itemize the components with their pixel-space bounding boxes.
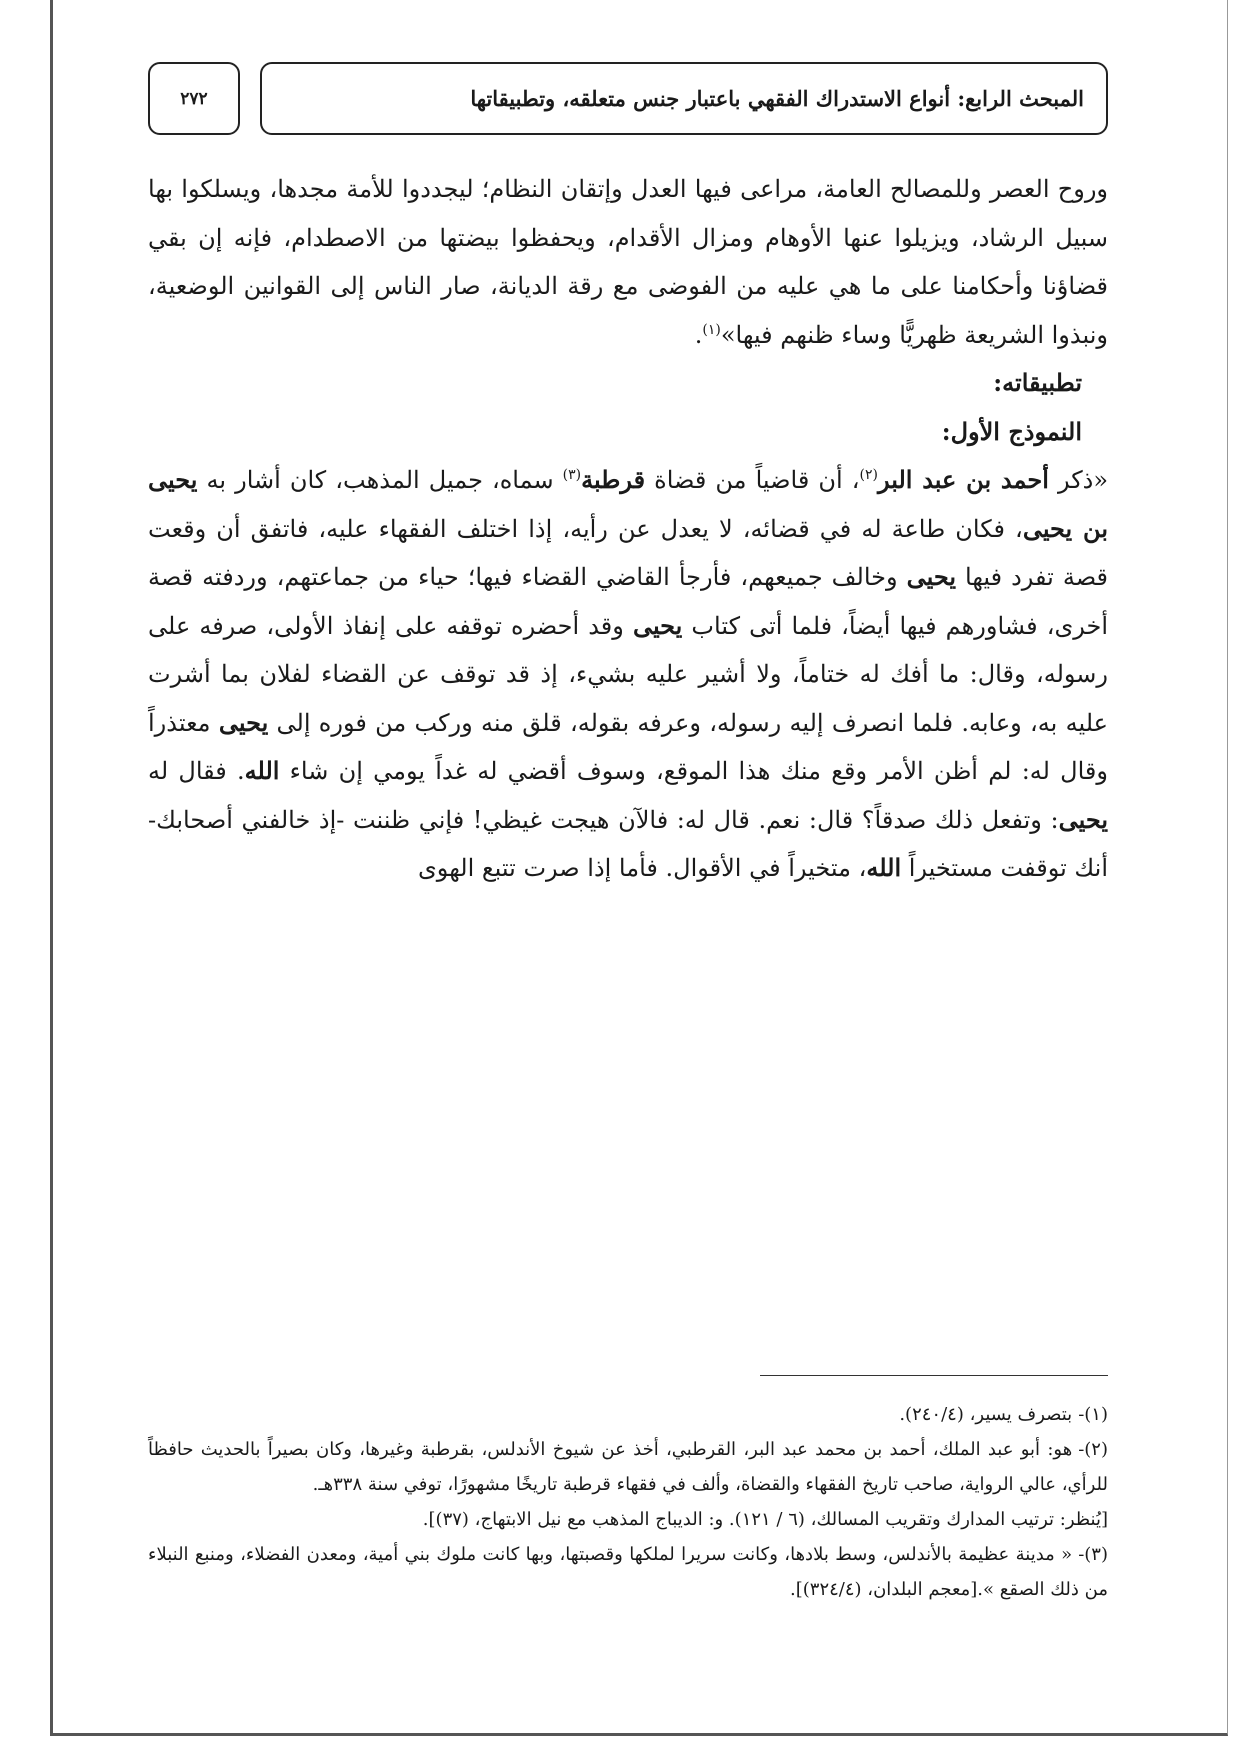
footnote-ref-2[interactable]: (٢) (859, 467, 878, 483)
text-segment: . فقال له (148, 757, 245, 785)
footnote-separator (760, 1375, 1108, 1376)
name-yahya: يحيى (218, 707, 269, 737)
paragraph-2 (148, 456, 1108, 893)
paragraph-1-end: . (694, 320, 703, 349)
footnote-ref-3[interactable]: (٣) (562, 467, 582, 483)
page-number: ٢٧٢ (148, 62, 240, 135)
place-qurtuba: قرطبة (581, 465, 646, 494)
text-segment: «ذكر (1048, 466, 1108, 494)
footnotes (148, 1397, 1108, 1607)
footnote-1 (148, 1397, 1108, 1432)
footnote-number: (٣)- (1078, 1544, 1108, 1565)
name-yahya: يحيى (632, 610, 683, 640)
footnote-2-sources (148, 1502, 1108, 1537)
footnote-ref-1[interactable]: (١) (702, 321, 721, 338)
name-yahya: يحيى (1058, 804, 1108, 834)
name-yahya-ibn-yahya: يحيى بن يحيى (148, 465, 1108, 543)
paragraph-1-text: وروح العصر وللمصالح العامة، مراعى فيها العدل وإتقان النظام؛ ليجددوا للأمة مجدها، ويسلكوا بها سبيل الرشاد، ويزيلوا عنها الأوهام ومزال الأقدام، ويحفظوا بيضتها من الاصطدام، فإنه إن بقي قضاؤنا وأحكامنا على ما هي عليه من الفوضى مع رقة الديانة، صار الناس إلى القوانين الوضعية، ونبذوا الشريعة ظهريًّا وساء ظنهم فيها» (148, 175, 1108, 349)
word-allah: الله (866, 853, 902, 882)
paragraph-1 (148, 165, 1108, 359)
footnote-text: « مدينة عظيمة بالأندلس، وسط بلادها، وكانت سريرا لملكها وقصبتها، وبها كانت ملوك بني أمية، ومعدن الفضلاء، ومنبع النبلاء من ذلك الصقع ».[معجم البلدان، (٣٢٤/٤)]. (148, 1544, 1108, 1600)
text-segment: وخالف جميعهم، فأرجأ القاضي القضاء فيها؛ حياء من جماعتهم، وردفته قصة أخرى، فشاورهم فيها أيضاً، فلما أتى كتاب (148, 563, 1108, 640)
footnote-text: هو: أبو عبد الملك، أحمد بن محمد عبد البر، القرطبي، أخذ عن شيوخ الأندلس، بقرطبة وغيرها، وكان بصيراً بالحديث حافظاً للرأي، عالي الرواية، صاحب تاريخ الفقهاء والقضاة، وألف في فقهاء قرطبة تاريخًا مشهورًا، توفي سنة ٣٣٨هـ. (148, 1439, 1108, 1495)
footnote-3 (148, 1537, 1108, 1607)
text-segment: : وتفعل ذلك صدقاً؟ قال: نعم. قال له: فالآن هيجت غيظي! فإني ظننت -إذ خالفني أصحابك- أنك توقفت مستخيراً (148, 805, 1108, 882)
name-ahmad-ibn-abd-al-barr: أحمد بن عبد البر (877, 465, 1049, 494)
main-text (148, 165, 1108, 893)
text-segment: ، فكان طاعة له في قضائه، لا يعدل عن رأيه، إذا اختلف الفقهاء عليه، فاتفق أن وقعت قصة تفرد فيها (148, 514, 1108, 591)
text-segment: معتذراً وقال له: لم أظن الأمر وقع منك هذا الموقع، وسوف أقضي له غداً يومي إن شاء (148, 708, 1108, 785)
footnote-text: [يُنظر: ترتيب المدارك وتقريب المسالك، (٦ / ١٢١). و: الديباج المذهب مع نيل الابتهاج، (٣٧)]. (422, 1509, 1108, 1530)
heading-applications: تطبيقاته: (993, 368, 1082, 397)
name-yahya: يحيى (906, 562, 956, 591)
text-segment: سماه، جميل المذهب، كان أشار به (197, 466, 563, 494)
text-segment: ، متخيراً في الأقوال. فأما إذا صرت تتبع الهوى (418, 854, 867, 882)
footnote-2 (148, 1432, 1108, 1502)
footnote-number: (١)- (1078, 1404, 1108, 1425)
text-segment: ، أن قاضياً من قضاة (645, 466, 860, 494)
text-segment: وقد أحضره توقفه على إنفاذ الأولى، صرفه على رسوله، وقال: ما أفك له ختاماً، ولا أشير عليه بشيء، إذ قد توقف عن القضاء لفلان بما أشرت عليه به، وعابه. فلما انصرف إليه رسوله، وعرفه بقوله، قلق منه وركب من فوره إلى (148, 611, 1108, 737)
word-allah: الله (244, 756, 280, 785)
page-header (148, 62, 1108, 137)
section-title: المبحث الرابع: أنواع الاستدراك الفقهي باعتبار جنس متعلقه، وتطبيقاتها (260, 62, 1108, 135)
footnote-text: بتصرف يسير، (٢٤٠/٤). (899, 1404, 1073, 1425)
heading-model-1: النموذج الأول: (941, 416, 1082, 446)
footnote-number: (٢)- (1078, 1439, 1108, 1460)
